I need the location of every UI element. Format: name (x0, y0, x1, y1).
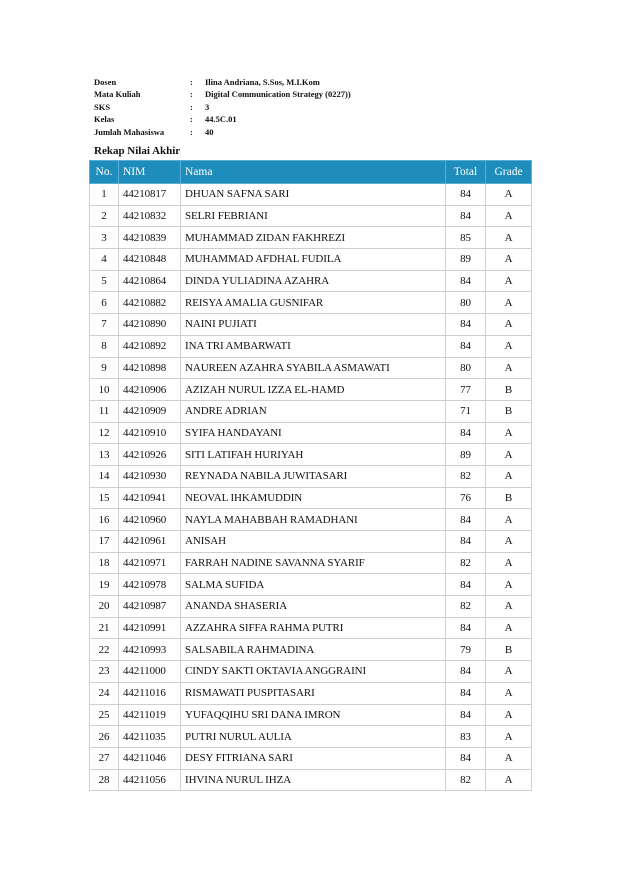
column-header-grade: Grade (486, 161, 532, 184)
table-row (90, 379, 532, 401)
info-separator: : (190, 89, 193, 100)
info-separator: : (190, 114, 193, 125)
info-value: Digital Communication Strategy (0227)) (205, 89, 351, 100)
table-row (90, 205, 532, 227)
cell-no: 11 (90, 400, 119, 422)
info-value: Ilina Andriana, S.Sos, M.I.Kom (205, 77, 320, 87)
cell-nama: CINDY SAKTI OKTAVIA ANGGRAINI (181, 661, 446, 683)
cell-no: 9 (90, 357, 119, 379)
cell-nama: REISYA AMALIA GUSNIFAR (181, 292, 446, 314)
cell-no: 20 (90, 596, 119, 618)
cell-total: 84 (446, 335, 486, 357)
cell-nama: SELRI FEBRIANI (181, 205, 446, 227)
info-row (94, 126, 351, 138)
cell-nim: 44210898 (119, 357, 181, 379)
column-header-no: No. (90, 161, 119, 184)
cell-nim: 44211000 (119, 661, 181, 683)
table-row (90, 682, 532, 704)
cell-nim: 44210971 (119, 552, 181, 574)
cell-grade: A (486, 726, 532, 748)
cell-total: 79 (446, 639, 486, 661)
cell-nim: 44211019 (119, 704, 181, 726)
cell-nama: NEOVAL IHKAMUDDIN (181, 487, 446, 509)
cell-no: 25 (90, 704, 119, 726)
cell-total: 84 (446, 184, 486, 206)
cell-nama: DHUAN SAFNA SARI (181, 184, 446, 206)
cell-no: 10 (90, 379, 119, 401)
cell-total: 84 (446, 270, 486, 292)
cell-nama: SALSABILA RAHMADINA (181, 639, 446, 661)
cell-total: 85 (446, 227, 486, 249)
table-row (90, 422, 532, 444)
cell-grade: A (486, 661, 532, 683)
cell-grade: A (486, 531, 532, 553)
table-header-row (90, 161, 532, 184)
cell-nim: 44210839 (119, 227, 181, 249)
cell-nim: 44210961 (119, 531, 181, 553)
cell-nama: RISMAWATI PUSPITASARI (181, 682, 446, 704)
cell-nim: 44210864 (119, 270, 181, 292)
cell-total: 80 (446, 292, 486, 314)
table-row (90, 249, 532, 271)
cell-nama: NAINI PUJIATI (181, 314, 446, 336)
cell-grade: A (486, 509, 532, 531)
table-row (90, 531, 532, 553)
cell-grade: A (486, 184, 532, 206)
cell-nim: 44211056 (119, 769, 181, 791)
cell-nim: 44210987 (119, 596, 181, 618)
column-header-total: Total (446, 161, 486, 184)
cell-no: 15 (90, 487, 119, 509)
cell-grade: B (486, 379, 532, 401)
info-value: 44.5C.01 (205, 114, 237, 125)
info-label: Mata Kuliah (94, 89, 141, 100)
info-label: Jumlah Mahasiswa (94, 126, 165, 137)
column-header-nim: NIM (119, 161, 181, 184)
cell-no: 26 (90, 726, 119, 748)
cell-nama: NAUREEN AZAHRA SYABILA ASMAWATI (181, 357, 446, 379)
cell-nama: INA TRI AMBARWATI (181, 335, 446, 357)
cell-no: 5 (90, 270, 119, 292)
cell-nim: 44210910 (119, 422, 181, 444)
cell-nama: YUFAQQIHU SRI DANA IMRON (181, 704, 446, 726)
grade-table (89, 160, 532, 791)
cell-nim: 44211035 (119, 726, 181, 748)
section-title: Rekap Nilai Akhir (94, 145, 181, 157)
cell-total: 89 (446, 444, 486, 466)
cell-grade: A (486, 704, 532, 726)
table-row (90, 487, 532, 509)
cell-no: 19 (90, 574, 119, 596)
cell-nim: 44210926 (119, 444, 181, 466)
cell-total: 77 (446, 379, 486, 401)
cell-no: 16 (90, 509, 119, 531)
cell-nama: MUHAMMAD AFDHAL FUDILA (181, 249, 446, 271)
cell-nama: AZIZAH NURUL IZZA EL-HAMD (181, 379, 446, 401)
cell-no: 2 (90, 205, 119, 227)
info-value: 40 (205, 126, 214, 137)
info-separator: : (190, 126, 193, 137)
table-row (90, 400, 532, 422)
table-row (90, 444, 532, 466)
table-row (90, 292, 532, 314)
cell-no: 17 (90, 531, 119, 553)
cell-nim: 44210882 (119, 292, 181, 314)
cell-nama: ANANDA SHASERIA (181, 596, 446, 618)
cell-total: 84 (446, 531, 486, 553)
cell-no: 14 (90, 465, 119, 487)
cell-nama: SALMA SUFIDA (181, 574, 446, 596)
cell-no: 24 (90, 682, 119, 704)
cell-grade: A (486, 682, 532, 704)
table-row (90, 552, 532, 574)
info-value: 3 (205, 101, 210, 112)
cell-nama: REYNADA NABILA JUWITASARI (181, 465, 446, 487)
cell-grade: A (486, 617, 532, 639)
cell-total: 80 (446, 357, 486, 379)
cell-no: 21 (90, 617, 119, 639)
cell-nim: 44211046 (119, 747, 181, 769)
cell-nama: ANDRE ADRIAN (181, 400, 446, 422)
cell-nim: 44210930 (119, 465, 181, 487)
cell-total: 83 (446, 726, 486, 748)
cell-total: 84 (446, 574, 486, 596)
cell-nama: IHVINA NURUL IHZA (181, 769, 446, 791)
table-row (90, 227, 532, 249)
table-row (90, 704, 532, 726)
cell-no: 7 (90, 314, 119, 336)
cell-nim: 44210909 (119, 400, 181, 422)
cell-nim: 44210991 (119, 617, 181, 639)
cell-grade: A (486, 596, 532, 618)
cell-grade: A (486, 465, 532, 487)
table-row (90, 335, 532, 357)
table-row (90, 465, 532, 487)
cell-nama: PUTRI NURUL AULIA (181, 726, 446, 748)
cell-grade: A (486, 552, 532, 574)
info-separator: : (190, 77, 193, 87)
cell-total: 82 (446, 465, 486, 487)
cell-grade: A (486, 205, 532, 227)
table-row (90, 509, 532, 531)
cell-total: 84 (446, 704, 486, 726)
cell-nama: SITI LATIFAH HURIYAH (181, 444, 446, 466)
cell-nim: 44210892 (119, 335, 181, 357)
cell-no: 28 (90, 769, 119, 791)
cell-grade: B (486, 639, 532, 661)
cell-total: 82 (446, 596, 486, 618)
cell-no: 3 (90, 227, 119, 249)
cell-nim: 44210817 (119, 184, 181, 206)
info-label: Dosen (94, 77, 117, 87)
cell-total: 84 (446, 747, 486, 769)
info-row (94, 113, 351, 125)
cell-total: 89 (446, 249, 486, 271)
cell-no: 12 (90, 422, 119, 444)
table-row (90, 617, 532, 639)
table-row (90, 184, 532, 206)
cell-grade: A (486, 270, 532, 292)
cell-total: 76 (446, 487, 486, 509)
cell-total: 84 (446, 314, 486, 336)
cell-nama: DESY FITRIANA SARI (181, 747, 446, 769)
cell-no: 1 (90, 184, 119, 206)
cell-nama: FARRAH NADINE SAVANNA SYARIF (181, 552, 446, 574)
table-row (90, 726, 532, 748)
info-separator: : (190, 101, 193, 112)
cell-nim: 44210848 (119, 249, 181, 271)
table-row (90, 270, 532, 292)
cell-nim: 44210960 (119, 509, 181, 531)
table-row (90, 357, 532, 379)
cell-grade: A (486, 335, 532, 357)
cell-grade: A (486, 444, 532, 466)
info-row (94, 101, 351, 113)
cell-total: 84 (446, 422, 486, 444)
cell-grade: A (486, 227, 532, 249)
table-row (90, 639, 532, 661)
table-row (90, 314, 532, 336)
table-row (90, 747, 532, 769)
cell-total: 71 (446, 400, 486, 422)
cell-nim: 44210906 (119, 379, 181, 401)
cell-no: 6 (90, 292, 119, 314)
cell-nama: ANISAH (181, 531, 446, 553)
cell-total: 84 (446, 205, 486, 227)
cell-nim: 44210890 (119, 314, 181, 336)
cell-no: 18 (90, 552, 119, 574)
cell-no: 23 (90, 661, 119, 683)
cell-grade: A (486, 574, 532, 596)
cell-nama: SYIFA HANDAYANI (181, 422, 446, 444)
info-label: SKS (94, 101, 111, 112)
cell-nim: 44210832 (119, 205, 181, 227)
cell-grade: A (486, 292, 532, 314)
info-row (94, 88, 351, 100)
cell-no: 27 (90, 747, 119, 769)
cell-total: 84 (446, 661, 486, 683)
cell-nama: NAYLA MAHABBAH RAMADHANI (181, 509, 446, 531)
cell-nim: 44211016 (119, 682, 181, 704)
cell-grade: B (486, 487, 532, 509)
info-row (94, 76, 351, 88)
cell-total: 84 (446, 509, 486, 531)
cell-no: 8 (90, 335, 119, 357)
table-row (90, 574, 532, 596)
table-row (90, 596, 532, 618)
table-row (90, 769, 532, 791)
cell-total: 84 (446, 617, 486, 639)
cell-grade: A (486, 747, 532, 769)
cell-grade: A (486, 249, 532, 271)
cell-grade: B (486, 400, 532, 422)
cell-total: 82 (446, 769, 486, 791)
cell-nim: 44210978 (119, 574, 181, 596)
course-info (94, 76, 351, 138)
cell-total: 82 (446, 552, 486, 574)
cell-no: 4 (90, 249, 119, 271)
cell-grade: A (486, 357, 532, 379)
table-row (90, 661, 532, 683)
cell-nim: 44210993 (119, 639, 181, 661)
cell-nama: AZZAHRA SIFFA RAHMA PUTRI (181, 617, 446, 639)
cell-nama: DINDA YULIADINA AZAHRA (181, 270, 446, 292)
cell-nim: 44210941 (119, 487, 181, 509)
cell-no: 22 (90, 639, 119, 661)
column-header-nama: Nama (181, 161, 446, 184)
info-label: Kelas (94, 114, 115, 125)
cell-no: 13 (90, 444, 119, 466)
cell-nama: MUHAMMAD ZIDAN FAKHREZI (181, 227, 446, 249)
cell-grade: A (486, 422, 532, 444)
cell-grade: A (486, 769, 532, 791)
cell-total: 84 (446, 682, 486, 704)
cell-grade: A (486, 314, 532, 336)
